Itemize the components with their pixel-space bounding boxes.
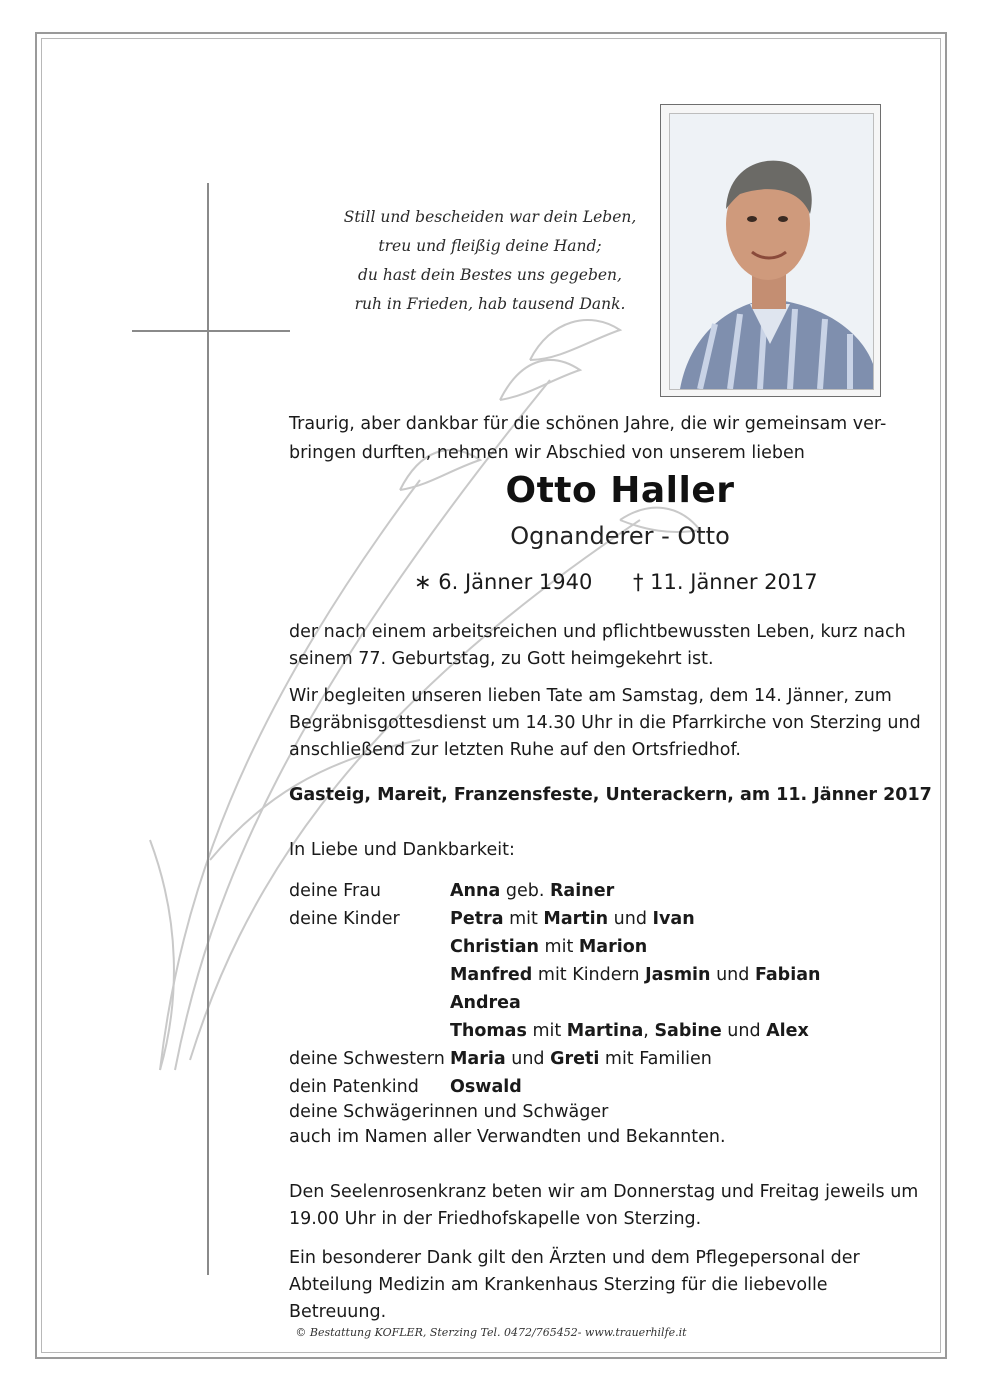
name: Andrea (450, 993, 521, 1013)
life-paragraph: der nach einem arbeitsreichen und pflichtbewussten Leben, kurz nach seinem 77. Geburtstag, zu Gott heimgekehrt ist. (289, 622, 906, 669)
cross-vertical-bar (207, 183, 209, 1275)
family-child (450, 937, 647, 957)
birth-date: ∗ 6. Jänner 1940 (414, 570, 593, 594)
name: Sabine (654, 1021, 722, 1041)
joiner: mit Kindern (532, 965, 646, 985)
joiner: mit Familien (599, 1049, 712, 1069)
family-child (450, 1021, 809, 1041)
family-godchild: Oswald (450, 1077, 522, 1097)
joiner: mit (503, 909, 544, 929)
family-label-wife: deine Frau (289, 881, 381, 901)
name: Martin (543, 909, 609, 929)
poem-line: ruh in Frieden, hab tausend Dank. (354, 295, 626, 313)
poem-line: du hast dein Bestes uns gegeben, (358, 266, 622, 284)
funeral-paragraph: Wir begleiten unseren lieben Tate am Samstag, dem 14. Jänner, zum Begräbnisgottesdienst um 14.30 Uhr in die Pfarrkirche von Sterzing und anschließend zur letzten Ruhe auf den Ortsfriedhof. (289, 686, 921, 760)
name: Rainer (549, 881, 615, 901)
name: Thomas (450, 1021, 527, 1041)
joiner: und (608, 909, 653, 929)
name: Marion (578, 937, 648, 957)
name: Greti (550, 1049, 600, 1069)
family-child (450, 993, 521, 1013)
name: Anna (450, 881, 501, 901)
place-and-date: Gasteig, Mareit, Franzensfeste, Unterackern, am 11. Jänner 2017 (289, 785, 932, 805)
name: Alex (766, 1021, 809, 1041)
name: Christian (450, 937, 539, 957)
poem-line: Still und bescheiden war dein Leben, (343, 208, 637, 226)
family-label-sisters: deine Schwestern (289, 1049, 445, 1069)
family-sisters (450, 1049, 712, 1069)
name: Martina (566, 1021, 644, 1041)
family-label-godchild: dein Patenkind (289, 1077, 419, 1097)
love-line: In Liebe und Dankbarkeit: (289, 840, 515, 860)
portrait-photo (669, 113, 874, 390)
family-child (450, 965, 820, 985)
family-relatives: auch im Namen aller Verwandten und Bekannten. (289, 1127, 726, 1147)
joiner: und (721, 1021, 767, 1041)
deceased-nickname: Ognanderer - Otto (510, 522, 730, 550)
name: Maria (450, 1049, 506, 1069)
poem (300, 203, 680, 319)
name: Jasmin (645, 965, 711, 985)
death-date: † 11. Jänner 2017 (633, 570, 818, 594)
rosary-paragraph: Den Seelenrosenkranz beten wir am Donnerstag und Freitag jeweils um 19.00 Uhr in der Friedhofskapelle von Sterzing. (289, 1182, 919, 1229)
family-wife (450, 881, 614, 901)
joiner: geb. (500, 881, 550, 901)
thanks-paragraph: Ein besonderer Dank gilt den Ärzten und dem Pflegepersonal der Abteilung Medizin am Krankenhaus Sterzing für die liebevolle Betreuung. (289, 1248, 860, 1322)
joiner: und (505, 1049, 551, 1069)
intro-text: Traurig, aber dankbar für die schönen Jahre, die wir gemeinsam ver- bringen durften, nehmen wir Abschied von unserem lieben (289, 414, 887, 463)
family-label-children: deine Kinder (289, 909, 400, 929)
cross-horizontal-bar (132, 330, 290, 332)
family-in-laws: deine Schwägerinnen und Schwäger (289, 1102, 609, 1122)
publisher-footer: © Bestattung KOFLER, Sterzing Tel. 0472/765452- www.trauerhilfe.it (295, 1326, 687, 1339)
name: Ivan (652, 909, 695, 929)
deceased-name: Otto Haller (505, 470, 735, 511)
portrait-frame (660, 104, 881, 397)
joiner: und (710, 965, 755, 985)
family-child (450, 909, 695, 929)
joiner: mit (526, 1021, 567, 1041)
joiner: mit (538, 937, 579, 957)
joiner: , (643, 1021, 655, 1041)
poem-line: treu und fleißig deine Hand; (378, 237, 602, 255)
name: Petra (450, 909, 504, 929)
name: Manfred (450, 965, 533, 985)
name: Fabian (754, 965, 821, 985)
